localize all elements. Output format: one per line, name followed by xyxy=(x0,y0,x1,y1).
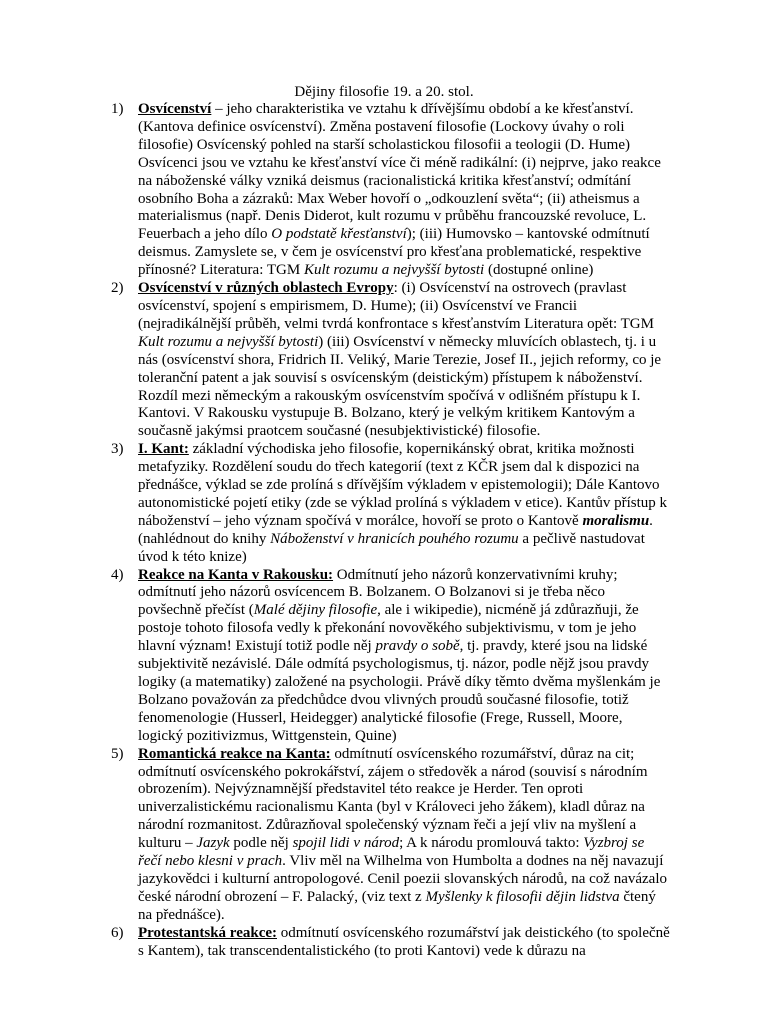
item-heading: I. Kant: xyxy=(138,441,189,458)
item-number: 2) xyxy=(111,280,124,297)
item-text: (dostupné online) xyxy=(484,262,594,279)
item-heading: Osvícenství xyxy=(138,101,212,117)
item-italic-text: Myšlenky k filosofii dějin lidstva xyxy=(425,888,620,905)
item-heading: Romantická reakce na Kanta: xyxy=(138,745,331,762)
item-text: ); (iii) Humovsko – kantovské odmítnutí deismus. Zamyslete se, v čem je osvícenství pro křesťana problematické, respektive přínosné? Literatura: TGM xyxy=(138,226,650,279)
item-italic-text: Jazyk xyxy=(196,835,230,852)
item-italic-text: Kult rozumu a nejvyšší bytosti xyxy=(303,262,485,279)
item-text: a pečlivě nastudovat úvod k této knize) xyxy=(138,530,645,565)
item-text: : (i) Osvícenství na ostrovech (pravlast osvícenství, spojení s empirismem, D. Hume); (ii) Osvícenství ve Francii (nejradikálnější průběh, velmi tvrdá konfrontace s křesťanstvím Literatura opět: TGM xyxy=(138,280,654,332)
item-italic-text: Náboženství v hranicích pouhého rozumu xyxy=(270,530,519,547)
item-italic-text: Vyzbroj se řečí nebo klesni v prach xyxy=(138,835,645,870)
item-heading: Protestantská reakce: xyxy=(138,924,277,941)
item-number: 5) xyxy=(111,745,124,762)
topic-list xyxy=(111,101,671,961)
item-text: . (nahlédnout do knihy xyxy=(138,512,653,547)
item-number: 4) xyxy=(111,566,124,583)
item-text: podle něj xyxy=(229,835,293,852)
list-item xyxy=(111,567,671,746)
item-text: ) (iii) Osvícenství v německy mluvících oblastech, tj. i u nás (osvícenství shora, Fridrich II. Veliký, Marie Terezie, Josef II., jejich reformy, co je toleranční patent a jak souvisí s osvícenským (deistickým) přístupem k náboženství. Rozdíl mezi německým a rakouským osvícenstvím spočívá v odlišném přístupu k I. Kantovi. V Rakousku vystupuje B. Bolzano, který je velkým kritikem Kantovým a současně jakýmsi praotcem současné (nesubjektivistické) filosofie. xyxy=(138,333,662,440)
item-text: . Vliv měl na Wilhelma von Humbolta a dodnes na něj navazují jazykovědci i kulturní antropologové. Cenil poezii slovanských národů, na což navázalo české národní obrození – F. Palacký, (viz text z xyxy=(138,853,668,905)
item-italic-text: spojil lidi v národ xyxy=(292,835,400,852)
item-italic-text: O podstatě křesťanství xyxy=(271,226,407,243)
item-number: 6) xyxy=(111,924,124,941)
item-text: odmítnutí osvícenského rozumářství, důraz na cit; odmítnutí osvícenského pokrokářství, zájem o středověk a národ (souvisí s národním obrozením). Nejvýznamnější představitel této reakce je Herder. Ten oproti univerzalistickému racionalismu Kanta (byl v Královeci jeho žákem), kladl důraz na národní rozmanitost. Zdůrazňoval společenský význam řeči a její vliv na myšlení a kulturu – xyxy=(138,745,648,852)
item-bold-italic-text: moralismu xyxy=(582,512,650,529)
item-text: čtený na přednášce). xyxy=(138,888,656,923)
list-item xyxy=(111,280,671,441)
item-heading: Reakce na Kanta v Rakousku: xyxy=(138,566,334,583)
item-number: 1) xyxy=(111,101,124,117)
item-number: 3) xyxy=(111,441,124,458)
item-text: , ale i wikipedie), nicméně já zdůrazňuji, že postoje tohoto filosofa vedly k překonání novověkého subjektivismu, v tom je jeho hlavní význam! Existují totiž podle něj xyxy=(138,602,639,655)
document-title: Dějiny filosofie 19. a 20. stol. xyxy=(294,84,474,100)
list-item xyxy=(111,925,671,961)
item-heading: Osvícenství v různých oblastech Evropy xyxy=(138,280,394,297)
item-italic-text: pravdy o sobě xyxy=(375,638,460,655)
item-text: – jeho charakteristika ve vztahu k dřívějšímu období a ke křesťanství. (Kantova definice osvícenství). Změna postavení filosofie (Lockovy úvahy o roli filosofie) Osvícenský pohled na starší scholastickou filosofii a teologii (D. Hume) Osvícenci jsou ve vztahu ke křesťanství více či méně radikální: (i) nejprve, jako reakce na náboženské války vzniká deismus (racionalistická kritika křesťanství; odmítání osobního Boha a zázraků: Max Weber hovoří o „odkouzlení světa“; (ii) atheismus a materialismus (např. Denis Diderot, kult rozumu v průběhu francouzské revoluce, L. Feuerbach a jeho dílo xyxy=(138,101,661,243)
item-text: základní východiska jeho filosofie, kopernikánský obrat, kritika možnosti metafyziky. Rozdělení soudu do třech kategorií (text z KČR jsem dal k dispozici na přednášce, výklad se zde prolíná s dřívějším výkladem v epistemologii); Dále Kantovo autonomistické pojetí etiky (zde se výklad prolíná s výkladem v etice). Kantův přístup k náboženství – jeho význam spočívá v morálce, hovoří se proto o Kantově xyxy=(138,441,668,529)
item-text: Odmítnutí jeho názorů konzervativními kruhy; odmítnutí jeho názorů osvícencem B. Bolzanem. O Bolzanovi si je třeba něco povšechně přečíst ( xyxy=(138,566,618,619)
item-text: , tj. pravdy, které jsou na lidské subjektivitě nezávislé. Dále odmítá psychologismus, tj. názor, podle nějž jsou pravdy logiky (a matematiky) založené na psychologii. Právě díky těmto dvěma myšlenkám je Bolzano považován za předchůdce dvou vlivných proudů současné filosofie, totiž fenomenologie (Husserl, Heidegger) analytické filosofie (Frege, Russell, Moore, logický pozitivizmus, Wittgenstein, Quine) xyxy=(138,638,661,744)
list-item xyxy=(111,101,671,280)
item-text: ; A k národu promlouvá takto: xyxy=(399,835,584,852)
list-item xyxy=(111,746,671,925)
list-item xyxy=(111,441,671,566)
item-italic-text: Malé dějiny filosofie xyxy=(253,602,378,619)
item-italic-text: Kult rozumu a nejvyšší bytosti xyxy=(138,333,319,350)
item-text: odmítnutí osvícenského rozumářství jak deistického (to společně s Kantem), tak transcendentalistického (to proti Kantovi) vede k důrazu na xyxy=(138,924,670,959)
